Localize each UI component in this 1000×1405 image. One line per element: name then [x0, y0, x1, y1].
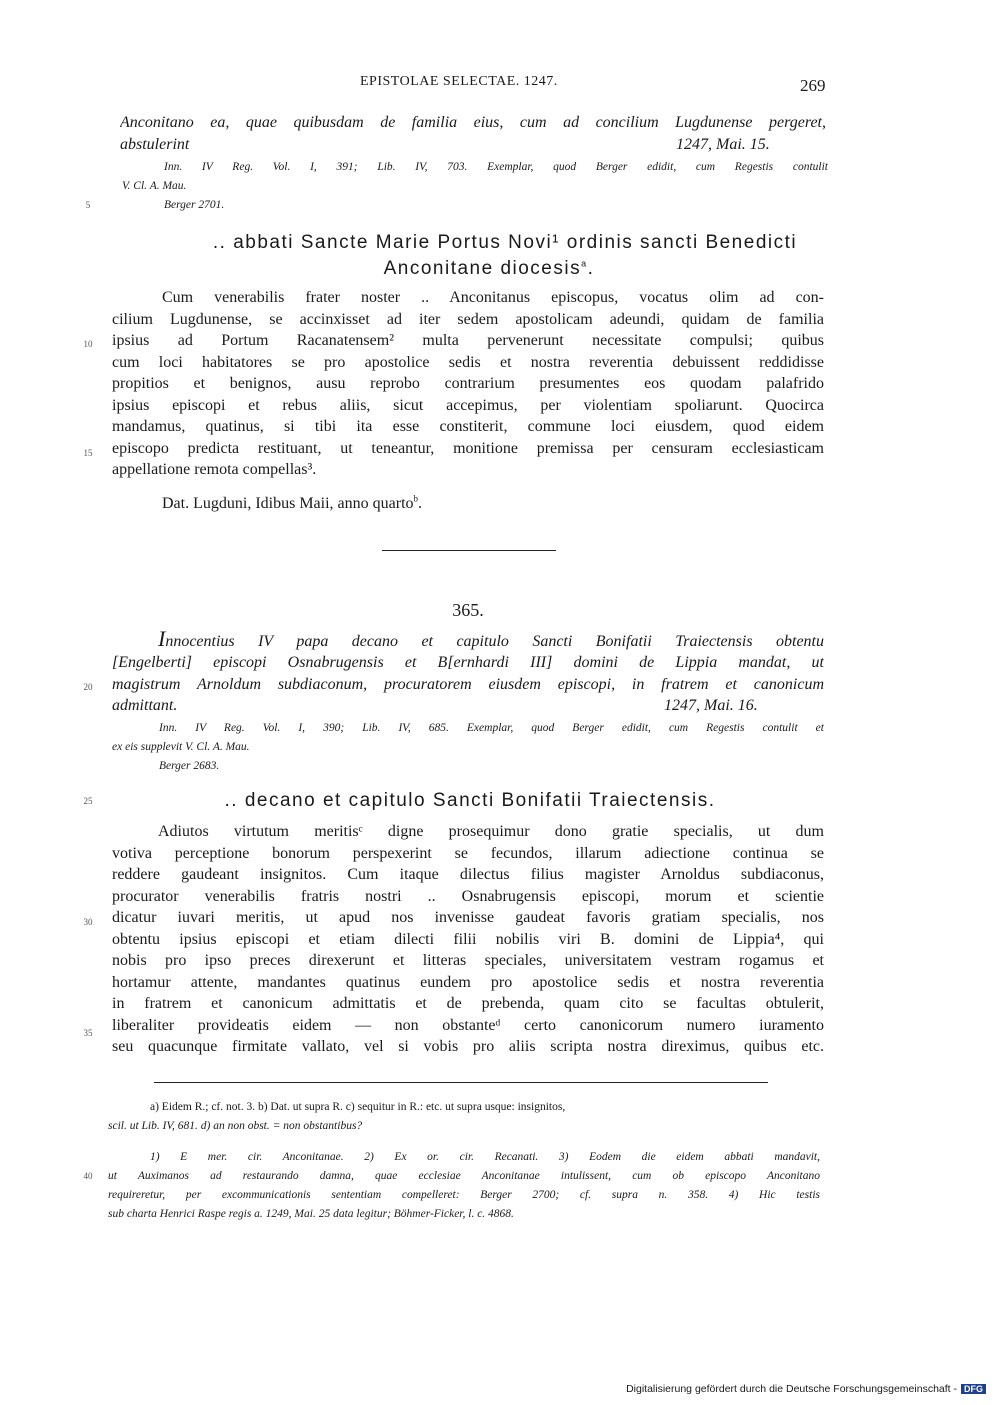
text-line: cum loci habitatores se pro apostolice sedis et nostra reverentia debuissent reddidisse: [112, 353, 824, 371]
regest-line: [112, 628, 824, 652]
line-number: 15: [83, 448, 93, 458]
text-line: procurator venerabilis fratris nostri .. Osnabrugensis episcopi, morum et scientie: [112, 887, 824, 905]
prev-address: [112, 232, 898, 254]
text-line: appellatione remota compellas³.: [112, 461, 317, 478]
line-number: 20: [83, 682, 93, 692]
text-line: Adiutos virtutum meritisᶜ digne prosequimur dono gratie specialis, ut dum: [158, 823, 824, 840]
text-line: liberaliter provideatis eidem — non obstanteᵈ certo canonicorum numero iuramento: [112, 1016, 824, 1034]
prev-letter-text: [112, 289, 824, 483]
regest-line: Anconitano ea, quae quibusdam de familia eius, cum ad concilium Lugdunense pergeret,: [120, 114, 826, 131]
text-line: votiva perceptione bonorum perspexerint se fecundos, illarum adiectione continua se: [112, 844, 824, 862]
regest-line: [Engelberti] episcopi Osnabrugensis et B[ernhardi III] domini de Lippia mandat, ut: [112, 654, 824, 671]
text-line: nobis pro ipso preces direxerunt et litteras speciales, universitatem vestram rogamus et: [112, 952, 824, 969]
initial-letter: I: [158, 628, 166, 651]
source-line: Inn. IV Reg. Vol. I, 391; Lib. IV, 703. Exemplar, quod Berger edidit, cum Regestis contulit: [164, 161, 828, 173]
regest-date: 1247, Mai. 15.: [676, 135, 770, 153]
text-line: Cum venerabilis frater noster .. Anconitanus episcopus, vocatus olim ad con-: [162, 289, 824, 306]
line-number: 10: [83, 339, 93, 349]
footnote-line: a) Eidem R.; cf. not. 3. b) Dat. ut supra R. c) sequitur in R.: etc. ut supra usque: insignitos,: [150, 1101, 566, 1113]
page-number: 269: [800, 76, 826, 95]
address-line: Anconitane diocesis: [383, 258, 582, 279]
footnotes-numbered: [108, 1151, 820, 1227]
footnote-line: requireretur, per excommunicationis sententiam compelleret: Berger 2700; cf. supra n. 358. 4) Hic testis: [108, 1189, 820, 1201]
address-line: .. abbati Sancte Marie Portus Novi¹ ordinis sancti Benedicti: [212, 232, 798, 253]
text-line: ipsius ad Portum Racanatensem² multa pervenerunt necessitate compulsi; quibus: [112, 332, 824, 349]
prev-source-note: [122, 158, 828, 215]
footnote-marker: b: [413, 493, 419, 504]
text-line: seu quacunque firmitate vallato, vel si vobis pro aliis scripta nostra direximus, quibus etc.: [112, 1038, 824, 1055]
line-number: 25: [83, 796, 93, 806]
line-number: 5: [85, 200, 91, 210]
prev-address-2: Anconitane diocesis$^a$.: [383, 258, 595, 279]
text-line: hortamur attente, mandantes quatinus eundem pro apostolice sedis et nostra reverentia: [112, 973, 824, 991]
text-line: propitios et benignos, ausu reprobo contrarium presumentes eos quodam palafrido: [112, 375, 824, 392]
text-line: obtentu ipsius episcopi et etiam dilecti filii nobilis viri B. domini de Lippia⁴, qui: [112, 930, 824, 948]
line-number: 30: [83, 917, 93, 927]
prev-regest: [120, 112, 826, 155]
text-line: ipsius episcopi et rebus aliis, sicut accepimus, per violentiam spoliarunt. Quocirca: [112, 396, 824, 414]
source-line: V. Cl. A. Mau.: [122, 180, 187, 192]
source-line: Inn. IV Reg. Vol. I, 390; Lib. IV, 685. Exemplar, quod Berger edidit, cum Regestis contulit et: [159, 722, 824, 734]
regest-line: magistrum Arnoldum subdiaconum, procuratorem eiusdem episcopi, in fratrem et canonicum: [112, 675, 824, 693]
letter-number: 365.: [452, 600, 484, 620]
dfg-logo: DFG: [961, 1384, 986, 1394]
regest-text: abstulerint: [120, 135, 190, 153]
text-line: dicatur iuvari meritis, ut apud nos invenisse gaudeat favoris gratiam specialis, nos: [112, 909, 824, 926]
footnote-line: sub charta Henrici Raspe regis a. 1249, Mai. 25 data legitur; Böhmer-Ficker, l. c. 4868.: [108, 1208, 514, 1220]
footnote-line: 1) E mer. cir. Anconitanae. 2) Ex or. cir. Recanati. 3) Eodem die eidem abbati mandavit,: [150, 1151, 820, 1163]
text-line: mandamus, quatinus, si tibi ita esse constiterit, commune loci eiusdem, quod eidem: [112, 418, 824, 435]
funding-text: Digitalisierung gefördert durch die Deutsche Forschungsgemeinschaft -: [626, 1383, 957, 1395]
line-number: 35: [83, 1028, 93, 1038]
footnote-rule: [154, 1082, 768, 1083]
source-line: ex eis supplevit V. Cl. A. Mau.: [112, 741, 250, 753]
letter-regest: [112, 628, 824, 717]
section-divider: [382, 550, 556, 551]
text-line: cilium Lugdunense, se accinxisset ad iter sedem apostolicam adeundi, quidam de familia: [112, 310, 824, 328]
regest-date: 1247, Mai. 16.: [664, 697, 758, 714]
source-line: Berger 2683.: [159, 760, 220, 772]
footnote-marker: a: [581, 258, 588, 269]
funding-notice: [626, 1383, 986, 1395]
text-line: in fratrem et canonicum admittatis et de prebenda, quam cito se facultas obtulerit,: [112, 995, 824, 1012]
regest-text: admittant.: [112, 697, 178, 714]
text-line: episcopo predicta restituant, ut teneantur, monitione premissa per censuram ecclesiasticam: [112, 439, 824, 457]
line-number: 40: [83, 1171, 93, 1181]
footnote-line: ut Auximanos ad restaurando damna, quae ecclesiae Anconitanae intulissent, cum ob episcopo Anconitano: [108, 1170, 820, 1182]
dat-text: Dat. Lugduni, Idibus Maii, anno quarto: [162, 495, 414, 512]
regest-text: nnocentius IV papa decano et capitulo Sancti Bonifatii Traiectensis obtentu: [165, 633, 824, 650]
footnote-line: scil. ut Lib. IV, 681. d) an non obst. = non obstantibus?: [108, 1120, 363, 1132]
running-header: [0, 74, 1000, 100]
running-title: EPISTOLAE SELECTAE. 1247.: [360, 74, 558, 89]
letter-text: [112, 823, 824, 1060]
footnotes-lettered: [108, 1101, 820, 1139]
letter-source-note: [112, 719, 824, 776]
prev-dating: Dat. Lugduni, Idibus Maii, anno quarto$^b$.: [162, 493, 423, 512]
regest-line: [112, 695, 824, 717]
regest-line: [120, 134, 826, 156]
letter-address: .. decano et capitulo Sancti Bonifatii Traiectensis.: [224, 790, 716, 811]
source-line: Berger 2701.: [164, 199, 225, 211]
text-line: reddere gaudeant insignitos. Cum itaque dilectus filius magister Arnoldus subdiaconus,: [112, 866, 824, 883]
